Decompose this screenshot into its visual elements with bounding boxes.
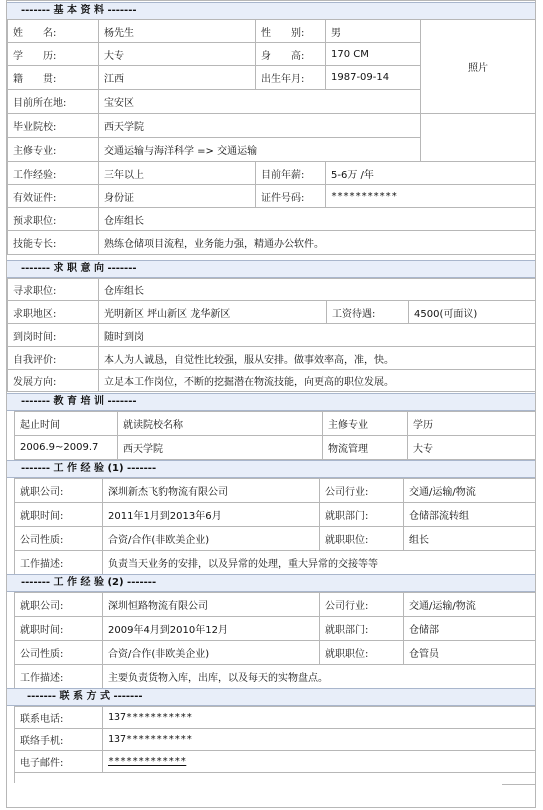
skills-label: 技能专长: bbox=[8, 231, 99, 255]
education-major: 物流管理 bbox=[323, 436, 408, 460]
education-degree: 大专 bbox=[408, 436, 536, 460]
certificate-number-value: *********** bbox=[326, 185, 536, 208]
target-position-value: 仓库组长 bbox=[99, 279, 536, 301]
contact-email-link[interactable]: ************* bbox=[108, 756, 187, 767]
contact-left-rule bbox=[14, 766, 15, 783]
target-position-label: 寻求职位: bbox=[8, 279, 99, 301]
school-label: 毕业院校: bbox=[8, 114, 99, 138]
development-label: 发展方向: bbox=[8, 370, 99, 392]
work-2-company: 深圳恒路物流有限公司 bbox=[103, 593, 320, 617]
education-table bbox=[14, 411, 536, 460]
education-value: 大专 bbox=[99, 43, 256, 66]
pay-label: 工资待遇: bbox=[327, 301, 409, 324]
certificate-value: 身份证 bbox=[99, 185, 256, 208]
photo-placeholder: 照片 bbox=[421, 20, 536, 114]
contact-phone-label: 联系电话: bbox=[15, 707, 103, 729]
section-header-work-2: ------- 工 作 经 验 (2) ------- bbox=[7, 574, 535, 592]
birth-label: 出生年月: bbox=[256, 66, 326, 90]
work-2-table bbox=[14, 592, 536, 689]
work-1-nature: 合资/合作(非欧美企业) bbox=[103, 527, 320, 551]
section-header-education: ------- 教 育 培 训 ------- bbox=[7, 393, 535, 411]
gender-value: 男 bbox=[326, 20, 421, 43]
start-time-value: 随时到岗 bbox=[99, 324, 536, 347]
self-evaluation-value: 本人为人诚恳，自觉性比较强，服从安排。做事效率高，准，快。 bbox=[99, 347, 536, 370]
photo-spacer bbox=[421, 114, 536, 162]
work-1-role: 组长 bbox=[404, 527, 536, 551]
experience-value: 三年以上 bbox=[99, 162, 256, 185]
name-label: 姓 名: bbox=[8, 20, 99, 43]
target-area-label: 求职地区: bbox=[8, 301, 99, 324]
work-2-dept: 仓储部 bbox=[404, 617, 536, 641]
work-2-desc-label: 工作描述: bbox=[15, 665, 103, 689]
section-header-contact: ------- 联 系 方 式 ------- bbox=[7, 688, 535, 706]
work-2-role-label: 就职职位: bbox=[320, 641, 404, 665]
work-2-time-label: 就职时间: bbox=[15, 617, 103, 641]
major-value: 交通运输与海洋科学 => 交通运输 bbox=[99, 138, 421, 162]
bottom-right-rule bbox=[502, 784, 535, 785]
work-1-role-label: 就职职位: bbox=[320, 527, 404, 551]
work-2-dept-label: 就职部门: bbox=[320, 617, 404, 641]
education-school: 西天学院 bbox=[118, 436, 323, 460]
work-1-company-label: 就职公司: bbox=[15, 479, 103, 503]
skills-value: 熟练仓储项目流程，业务能力强，精通办公软件。 bbox=[99, 231, 536, 255]
school-value: 西天学院 bbox=[99, 114, 421, 138]
work-1-industry-label: 公司行业: bbox=[320, 479, 404, 503]
certificate-number-label: 证件号码: bbox=[256, 185, 326, 208]
work-2-desc: 主要负责货物入库，出库，以及每天的实物盘点。 bbox=[103, 665, 536, 689]
expected-position-value: 仓库组长 bbox=[99, 208, 536, 231]
work-2-industry-label: 公司行业: bbox=[320, 593, 404, 617]
target-area-value: 光明新区 坪山新区 龙华新区 bbox=[99, 301, 327, 324]
location-label: 目前所在地: bbox=[8, 90, 99, 114]
location-value: 宝安区 bbox=[99, 90, 421, 114]
work-1-company: 深圳新杰飞豹物流有限公司 bbox=[103, 479, 320, 503]
birth-value: 1987-09-14 bbox=[326, 66, 421, 90]
education-header-degree: 学历 bbox=[408, 412, 536, 436]
work-1-table bbox=[14, 478, 536, 575]
work-1-dept: 仓储部流转组 bbox=[404, 503, 536, 527]
work-1-nature-label: 公司性质: bbox=[15, 527, 103, 551]
section-header-intent: ------- 求 职 意 向 ------- bbox=[7, 260, 535, 278]
work-1-desc: 负责当天业务的安排，以及异常的处理，重大异常的交接等等 bbox=[103, 551, 536, 575]
certificate-label: 有效证件: bbox=[8, 185, 99, 208]
development-value: 立足本工作岗位，不断的挖掘潜在物流技能，向更高的职位发展。 bbox=[99, 370, 536, 392]
contact-mobile-label: 联络手机: bbox=[15, 729, 103, 751]
education-label: 学 历: bbox=[8, 43, 99, 66]
start-time-label: 到岗时间: bbox=[8, 324, 99, 347]
contact-email-label: 电子邮件: bbox=[15, 751, 103, 773]
origin-value: 江西 bbox=[99, 66, 256, 90]
education-header-school: 就读院校名称 bbox=[118, 412, 323, 436]
contact-email-cell bbox=[103, 751, 536, 773]
contact-mobile: 137*********** bbox=[103, 729, 536, 751]
name-value: 杨先生 bbox=[99, 20, 256, 43]
contact-table bbox=[14, 706, 536, 773]
work-1-time-label: 就职时间: bbox=[15, 503, 103, 527]
pay-value: 4500(可面议) bbox=[409, 301, 536, 324]
salary-label: 目前年薪: bbox=[256, 162, 326, 185]
section-header-work-1: ------- 工 作 经 验 (1) ------- bbox=[7, 460, 535, 478]
intent-table bbox=[7, 278, 536, 392]
basic-info-table bbox=[7, 19, 536, 255]
work-2-time: 2009年4月到2010年12月 bbox=[103, 617, 320, 641]
salary-value: 5-6万 /年 bbox=[326, 162, 536, 185]
experience-label: 工作经验: bbox=[8, 162, 99, 185]
work-2-industry: 交通/运输/物流 bbox=[404, 593, 536, 617]
education-header-major: 主修专业 bbox=[323, 412, 408, 436]
work-1-desc-label: 工作描述: bbox=[15, 551, 103, 575]
major-label: 主修专业: bbox=[8, 138, 99, 162]
work-1-industry: 交通/运输/物流 bbox=[404, 479, 536, 503]
education-header-time: 起止时间 bbox=[15, 412, 118, 436]
work-1-dept-label: 就职部门: bbox=[320, 503, 404, 527]
height-label: 身 高: bbox=[256, 43, 326, 66]
contact-phone: 137*********** bbox=[103, 707, 536, 729]
self-evaluation-label: 自我评价: bbox=[8, 347, 99, 370]
work-2-nature: 合资/合作(非欧美企业) bbox=[103, 641, 320, 665]
work-2-nature-label: 公司性质: bbox=[15, 641, 103, 665]
education-time: 2006.9~2009.7 bbox=[15, 436, 118, 460]
section-header-basic: ------- 基 本 资 料 ------- bbox=[7, 2, 535, 20]
origin-label: 籍 贯: bbox=[8, 66, 99, 90]
work-2-company-label: 就职公司: bbox=[15, 593, 103, 617]
gender-label: 性 别: bbox=[256, 20, 326, 43]
expected-position-label: 预求职位: bbox=[8, 208, 99, 231]
work-2-role: 仓管员 bbox=[404, 641, 536, 665]
height-value: 170 CM bbox=[326, 43, 421, 66]
work-1-time: 2011年1月到2013年6月 bbox=[103, 503, 320, 527]
